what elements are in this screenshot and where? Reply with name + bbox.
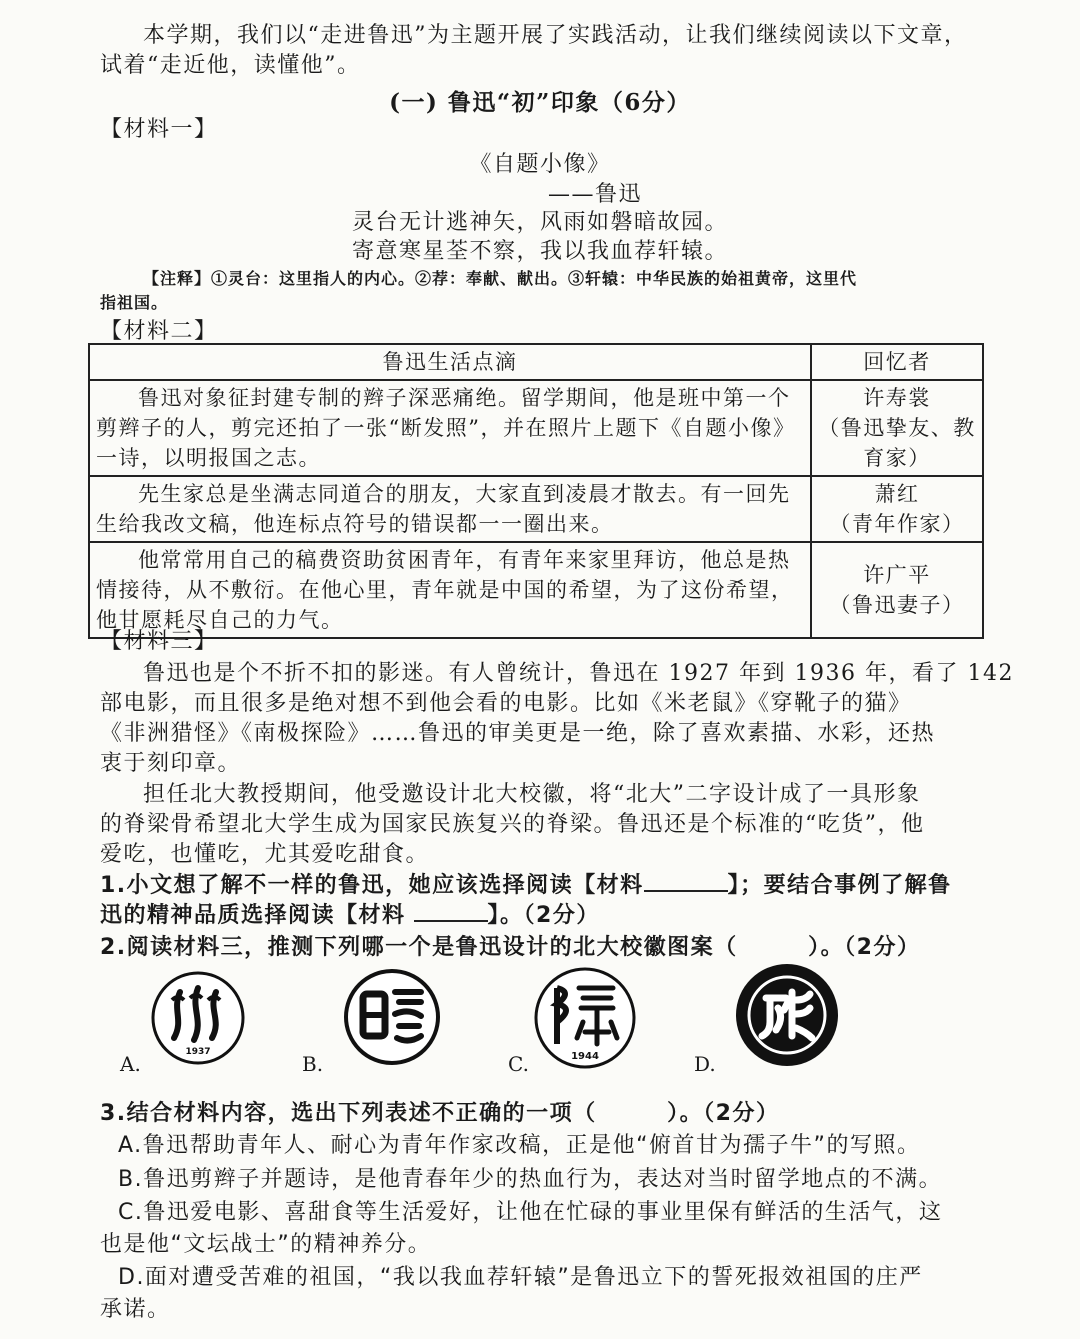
material2-label: 【材料二】 bbox=[100, 319, 218, 344]
question-3-option-b[interactable]: B.鲁迅剪辫子并题诗，是他青春年少的热血行为，表达对当时留学地点的不满。 bbox=[118, 1167, 943, 1192]
poem-line-2: 寄意寒星荃不察，我以我血荐轩辕。 bbox=[351, 239, 728, 264]
table-row bbox=[89, 476, 983, 542]
narrator-role: （鲁迅妻子） bbox=[829, 593, 965, 617]
option-c-label: C. bbox=[508, 1052, 529, 1076]
table-header-narrator: 回忆者 bbox=[811, 344, 983, 380]
option-d-label: D. bbox=[694, 1052, 716, 1076]
question-1-text-a: 1.小文想了解不一样的鲁迅，她应该选择阅读【材料 bbox=[100, 873, 644, 898]
tsinghua-seal-icon[interactable] bbox=[150, 970, 246, 1066]
poem-author: ——鲁迅 bbox=[548, 182, 643, 207]
question-3-option-c-line-2: 也是他“文坛战士”的精神养分。 bbox=[100, 1232, 432, 1257]
seal-script-icon[interactable] bbox=[343, 968, 441, 1066]
table-row bbox=[89, 380, 983, 476]
question-1-line-1 bbox=[100, 868, 952, 899]
material3-p2-line-3: 爱吃，也懂吃，尤其爱吃甜食。 bbox=[100, 842, 430, 867]
question-1-text-c: 迅的精神品质选择阅读【材料 bbox=[100, 903, 406, 928]
narrator-role: （鲁迅挚友、教育家） bbox=[818, 416, 976, 470]
table-header-row bbox=[89, 344, 983, 380]
material3-p1-line-2: 部电影，而且很多是绝对想不到他会看的电影。比如《米老鼠》《穿靴子的猫》 bbox=[100, 691, 912, 716]
question-1-line-2 bbox=[100, 898, 600, 929]
material3-p2-line-1: 担任北大教授期间，他受邀设计北大校徽，将“北大”二字设计成了一具形象 bbox=[143, 782, 921, 807]
table-row bbox=[89, 542, 983, 638]
narrator-cell bbox=[811, 542, 983, 638]
material3-p1-line-3: 《非洲猎怪》《南极探险》……鲁迅的审美更是一绝，除了喜欢素描、水彩，还热 bbox=[100, 721, 936, 746]
question-1-text-d: 】。（2分） bbox=[487, 903, 600, 928]
material3-p2-line-2: 的脊梁骨希望北大学生成为国家民族复兴的脊梁。鲁迅还是个标准的“吃货”，他 bbox=[100, 812, 925, 837]
event-text: 先生家总是坐满志同道合的朋友，大家直到凌晨才散去。有一回先生给我改文稿，他连标点符号的错误都一一圈出来。 bbox=[89, 476, 811, 542]
intro-line-1: 本学期，我们以“走进鲁迅”为主题开展了实践活动，让我们继续阅读以下文章， bbox=[143, 23, 968, 48]
material3-p1-line-1: 鲁迅也是个不折不扣的影迷。有人曾统计，鲁迅在 1927 年到 1936 年，看了 142 bbox=[143, 661, 1014, 686]
question-2: 2.阅读材料三，推测下列哪一个是鲁迅设计的北大校徽图案（ ）。（2分） bbox=[100, 935, 921, 960]
poem-note-line-2: 指祖国。 bbox=[100, 293, 169, 312]
material3-label: 【材料三】 bbox=[100, 629, 218, 654]
event-text: 鲁迅对象征封建专制的辫子深恶痛绝。留学期间，他是班中第一个剪辫子的人，剪完还拍了一张“断发照”，并在照片上题下《自题小像》一诗，以明报国之志。 bbox=[89, 380, 811, 476]
table-header-events: 鲁迅生活点滴 bbox=[89, 344, 811, 380]
question-3-option-c-line-1[interactable]: C.鲁迅爱电影、喜甜食等生活爱好，让他在忙碌的事业里保有鲜活的生活气，这 bbox=[118, 1200, 943, 1225]
poem-title: 《自题小像》 bbox=[469, 152, 611, 177]
question-3-option-a[interactable]: A.鲁迅帮助青年人、耐心为青年作家改稿，正是他“俯首甘为孺子牛”的写照。 bbox=[118, 1133, 921, 1158]
narrator-role: （青年作家） bbox=[829, 512, 965, 536]
question-3-option-d-line-1[interactable]: D.面对遭受苦难的祖国，“我以我血荐轩辕”是鲁迅立下的誓死报效祖国的庄严 bbox=[118, 1265, 923, 1290]
answer-blank-2[interactable] bbox=[414, 900, 488, 922]
option-a-label: A. bbox=[120, 1052, 141, 1076]
narrator-cell bbox=[811, 380, 983, 476]
question-1-text-b: 】；要结合事例了解鲁 bbox=[727, 873, 952, 898]
option-c-year: 1944 bbox=[571, 1051, 599, 1062]
option-a-year: 1937 bbox=[185, 1047, 211, 1057]
material1-label: 【材料一】 bbox=[100, 117, 218, 142]
answer-blank-1[interactable] bbox=[644, 870, 728, 892]
material3-p1-line-4: 衷于刻印章。 bbox=[100, 751, 242, 776]
narrator-name: 许广平 bbox=[863, 563, 931, 587]
poem-line-1: 灵台无计逃神矢，风雨如磐暗故园。 bbox=[351, 210, 728, 235]
seal-script-icon[interactable] bbox=[533, 966, 637, 1070]
narrator-cell bbox=[811, 476, 983, 542]
question-3-option-d-line-2: 承诺。 bbox=[100, 1297, 171, 1322]
narrator-name: 许寿裳 bbox=[863, 386, 931, 410]
intro-line-2: 试着“走近他，读懂他”。 bbox=[100, 53, 361, 78]
material2-table bbox=[88, 343, 984, 639]
narrator-name: 萧红 bbox=[874, 482, 920, 506]
event-text: 他常常用自己的稿费资助贫困青年，有青年来家里拜访，他总是热情接待，从不敷衍。在他心里，青年就是中国的希望，为了这份希望，他甘愿耗尽自己的力气。 bbox=[89, 542, 811, 638]
question-3: 3.结合材料内容，选出下列表述不正确的一项（ ）。（2分） bbox=[100, 1101, 780, 1126]
peking-university-emblem-icon[interactable] bbox=[734, 962, 840, 1068]
section-title: (一) 鲁迅“初”印象（6分） bbox=[389, 89, 691, 116]
option-b-label: B. bbox=[302, 1052, 324, 1076]
poem-note-line-1: 【注释】①灵台：这里指人的内心。②荐：奉献、献出。③轩辕：中华民族的始祖黄帝，这里代 bbox=[143, 269, 858, 288]
